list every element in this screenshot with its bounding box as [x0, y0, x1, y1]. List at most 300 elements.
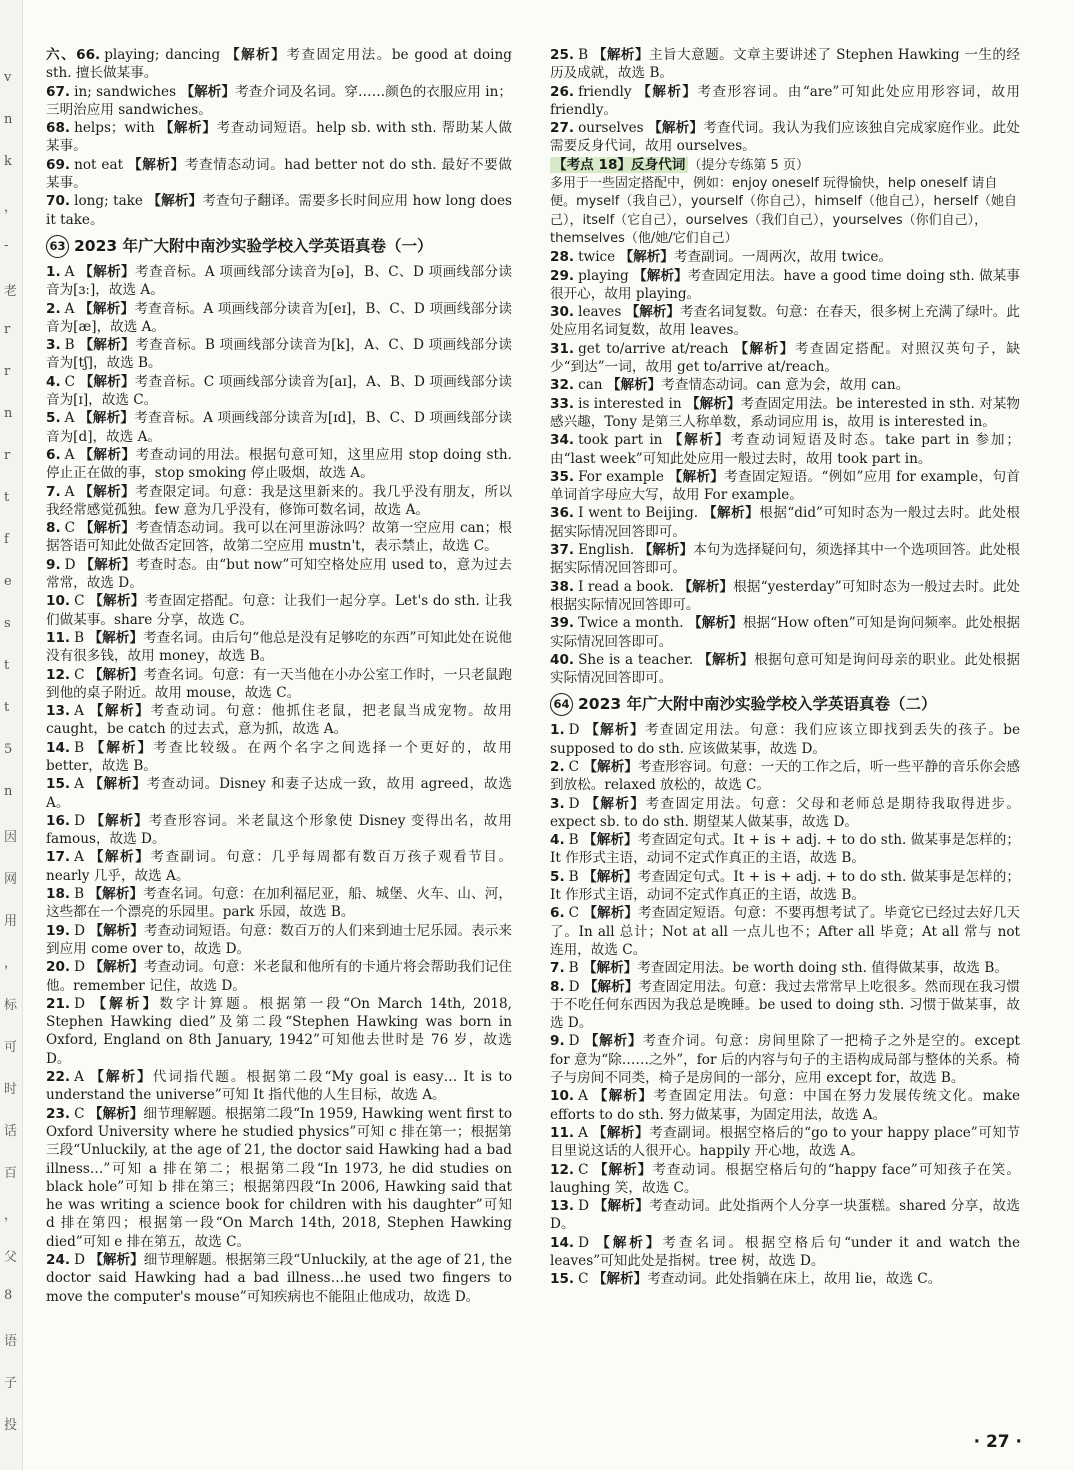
item-number: 14. [550, 1234, 575, 1251]
answer-item [46, 263, 512, 300]
item-analysis-tag: 【解析】 [79, 337, 136, 354]
item-answer: can [578, 377, 603, 394]
item-analysis-text: 考查副词。根据空格后的“go to your happy place”可知节目里说这话的人很开心。happily 开心地，故选 A。 [550, 1124, 1020, 1160]
answer-item [550, 959, 1020, 977]
answer-item [550, 376, 1020, 394]
item-analysis-tag: 【解析】 [88, 1105, 144, 1122]
section-heading-63 [46, 235, 512, 258]
answer-item [46, 702, 512, 739]
item-answer: C [64, 373, 76, 390]
section-title: 2023 年广大附中南沙实验学校入学英语真卷（一） [74, 236, 433, 255]
answer-item [46, 409, 512, 446]
item-analysis-text: 根据“did”可知时态为一般过去时。此处根据实际情况回答即可。 [550, 505, 1020, 540]
item-analysis-text: 考查动词。此处指两个人分享一块蛋糕。shared 分享，故选 D。 [550, 1198, 1021, 1233]
margin-char: - [4, 238, 9, 253]
answer-item [46, 192, 512, 229]
item-analysis-text: 考查音标。A 项画线部分读音为[eɪ]，B、C、D 项画线部分读音为[æ]，故选 A。 [46, 300, 513, 335]
item-analysis-text: 考查介词及名词。穿……颜色的衣服应用 in；三明治应用 sandwiches。 [46, 83, 512, 118]
answer-item [550, 1161, 1020, 1198]
margin-char: 老 [4, 284, 18, 299]
answer-item [46, 119, 512, 156]
margin-char: 话 [4, 1124, 18, 1139]
item-analysis-tag: 【解析】 [89, 776, 147, 793]
item-analysis-tag: 【解析】 [90, 812, 149, 829]
item-analysis-text: 考查固定句式。It + is + adj. + to do sth. 做某事是怎样的；It 作形式主语，动词不定式作真正的主语，故选 B。 [550, 868, 1021, 904]
item-number: 2. [46, 300, 61, 317]
answer-item [46, 629, 512, 666]
answer-item [550, 119, 1020, 156]
item-number: 4. [550, 832, 565, 849]
item-number: 12. [46, 666, 71, 683]
item-analysis-text: 考查形容词。米老鼠这个形象使 Disney 变得出名，故用 famous，故选 D。 [46, 812, 513, 848]
margin-char: 语 [4, 1334, 18, 1349]
answer-item [550, 1234, 1020, 1271]
item-analysis-text: 考查固定短语。“例如”应用 for example，句首单词首字母应大写，故用 For example。 [550, 468, 1021, 504]
item-number: 3. [46, 337, 61, 354]
item-analysis-text: 考查固定用法。be interested in sth. 对某物感兴趣，Tony 是第三人称单数，系动词应用 is，故用 is interested in。 [550, 395, 1020, 430]
item-analysis-tag: 【解析】 [593, 1161, 653, 1178]
item-answer: A [64, 300, 75, 317]
item-analysis-tag: 【解析】 [702, 505, 760, 522]
item-answer: D [64, 556, 76, 573]
item-answer: A [64, 446, 75, 463]
item-answer: took part in [578, 432, 663, 449]
item-number: 39. [550, 615, 575, 632]
item-analysis-text: 考查代词。我认为我们应该独自完成家庭作业。此处需要反身代词，故用 ourselves。 [550, 120, 1021, 155]
answer-item [550, 1197, 1020, 1234]
item-analysis-text: 考查动词。句意：米老鼠和他所有的卡通片将会帮助我们记住他。remember 记住，故选 D。 [46, 959, 513, 994]
item-number: 6. [46, 446, 61, 463]
item-analysis-tag: 【解析】 [180, 83, 236, 100]
answer-item [550, 541, 1020, 578]
answer-item [550, 46, 1020, 83]
answer-item [46, 885, 512, 922]
item-answer: D [568, 795, 580, 812]
item-analysis-tag: 【解析】 [78, 410, 135, 427]
item-analysis-tag: 【解析】 [593, 1088, 654, 1105]
item-answer: C [568, 905, 580, 922]
margin-char: 标 [4, 998, 18, 1013]
margin-char: e [4, 574, 12, 589]
item-analysis-tag: 【解析】 [89, 703, 151, 720]
section-number-badge: 63 [46, 235, 69, 258]
margin-char: ， [4, 200, 18, 215]
item-analysis-text: 考查副词。一周两次，故用 twice。 [673, 249, 893, 266]
item-number: 1. [46, 263, 61, 280]
right-answer-list-a [550, 46, 1020, 156]
answer-item [550, 578, 1020, 615]
margin-char: 投 [4, 1418, 18, 1433]
answer-item [46, 336, 512, 373]
answer-item [46, 592, 512, 629]
item-answer: A [74, 776, 84, 793]
item-analysis-tag: 【解析】 [734, 340, 795, 357]
answer-item [46, 995, 512, 1068]
item-answer: D [74, 959, 85, 976]
item-analysis-tag: 【解析】 [79, 483, 136, 500]
item-answer: D [578, 1234, 589, 1251]
item-answer: long; take [74, 193, 143, 210]
item-number: 32. [550, 377, 575, 394]
item-analysis-tag: 【解析】 [89, 593, 145, 610]
item-analysis-tag: 【解析】 [79, 263, 135, 280]
item-number: 68. [46, 120, 71, 137]
item-analysis-text: 根据“How often”可知是询问频率。此处根据实际情况回答即可。 [550, 615, 1021, 650]
item-analysis-tag: 【解析】 [592, 47, 649, 63]
item-analysis-text: 考查动词短语。help sb. with sth. 帮助某人做某事。 [46, 120, 512, 155]
kaodian-box [550, 156, 1020, 248]
answer-item [46, 1068, 512, 1105]
item-number: 38. [550, 578, 575, 595]
item-answer: D [74, 812, 85, 829]
item-number: 15. [550, 1271, 575, 1288]
item-analysis-tag: 【解析】 [79, 520, 136, 537]
item-analysis-tag: 【解析】 [592, 1124, 650, 1141]
item-analysis-text: 细节理解题。根据第三段“Unluckily, at the age of 21, the doctor said Hawking had a bad illness…he used two fingers to move the computer's mouse”可知疾病也不能阻止他成功，故选 D。 [46, 1252, 512, 1305]
answer-item [46, 373, 512, 410]
item-answer: in; sandwiches [74, 83, 177, 100]
item-answer: Twice a month. [578, 615, 684, 632]
item-answer: twice [578, 249, 616, 266]
item-analysis-tag: 【解析】 [633, 267, 688, 284]
item-analysis-tag: 【解析】 [147, 193, 203, 210]
item-analysis-tag: 【解析】 [619, 249, 674, 266]
item-number: 27. [550, 120, 575, 137]
section-number-badge: 64 [550, 693, 573, 716]
item-analysis-tag: 【解析】 [697, 651, 755, 668]
item-answer: is interested in [578, 395, 682, 412]
item-analysis-text: 考查固定用法。句意：我们应该立即找到丢失的孩子。be supposed to do sth. 应该做某事，故选 D。 [550, 722, 1021, 757]
item-number: 5. [46, 410, 61, 427]
item-answer: D [568, 1033, 580, 1050]
item-analysis-tag: 【解析】 [583, 832, 638, 849]
section-heading-64 [550, 693, 1020, 716]
item-analysis-tag: 【解析】 [89, 922, 144, 939]
answer-item [550, 978, 1020, 1033]
item-analysis-text: 考查音标。A 项画线部分读音为[ə]，B、C、D 项画线部分读音为[ɜː]，故选 A。 [46, 263, 513, 299]
item-analysis-text: 考查比较级。在两个名字之间选择一个更好的，故用 better，故选 B。 [46, 739, 513, 774]
item-answer: A [64, 410, 75, 427]
item-analysis-text: 考查时态。由“but now”可知空格处应用 used to，意为过去常常，故选 D。 [46, 556, 512, 592]
item-analysis-text: 考查固定用法。have a good time doing sth. 做某事很开心，故用 playing。 [550, 267, 1021, 302]
margin-char: 父 [4, 1250, 18, 1265]
item-number: 19. [46, 922, 71, 939]
item-number: 3. [550, 795, 565, 812]
item-number: 24. [46, 1252, 71, 1268]
margin-char: ， [4, 1208, 18, 1223]
right-column [550, 46, 1020, 1289]
margin-char: 可 [4, 1040, 18, 1055]
item-analysis-text: 主旨大意题。文章主要讲述了 Stephen Hawking 一生的经历及成就，故选 B。 [550, 47, 1021, 82]
item-analysis-tag: 【解析】 [89, 849, 151, 866]
item-number: 14. [46, 739, 71, 756]
answer-item [550, 468, 1020, 505]
item-answer: B [64, 337, 75, 354]
item-answer: A [578, 1124, 588, 1141]
item-answer: D [74, 1252, 85, 1268]
item-answer: I went to Beijing. [578, 505, 699, 522]
answer-item [550, 340, 1020, 377]
item-answer: B [568, 868, 579, 885]
page-number: · 27 · [973, 1432, 1022, 1452]
item-number: 7. [550, 960, 565, 977]
item-number: 2. [550, 758, 565, 775]
item-answer: D [74, 995, 85, 1012]
item-analysis-tag: 【解析】 [226, 47, 287, 63]
item-analysis-text: 考查动词。此处指躺在床上，故用 lie，故选 C。 [647, 1271, 942, 1288]
answer-item [550, 904, 1020, 959]
item-number: 10. [550, 1088, 575, 1105]
item-number: 34. [550, 432, 575, 449]
item-analysis-tag: 【解析】 [585, 722, 645, 739]
item-analysis-text: 考查音标。B 项画线部分读音为[k]，A、C、D 项画线部分读音为[tʃ]，故选 B。 [46, 337, 513, 372]
item-analysis-tag: 【解析】 [668, 432, 731, 449]
answer-item [550, 651, 1020, 688]
margin-char: s [4, 616, 11, 631]
item-analysis-tag: 【解析】 [668, 468, 725, 485]
answer-item [550, 1087, 1020, 1124]
item-analysis-text: 考查固定搭配。句意：让我们一起分享。Let's do sth. 让我们做某事。share 分享，故选 C。 [46, 593, 512, 628]
item-number: 16. [46, 812, 71, 829]
answer-item [550, 248, 1020, 266]
item-answer: A [64, 263, 75, 280]
item-number: 7. [46, 483, 61, 500]
item-answer: B [568, 960, 579, 977]
item-analysis-tag: 【解析】 [88, 666, 144, 683]
item-number: 21. [46, 995, 71, 1012]
item-analysis-tag: 【解析】 [582, 960, 638, 977]
answer-item [46, 519, 512, 556]
item-analysis-tag: 【解析】 [648, 120, 704, 137]
margin-char: 百 [4, 1166, 18, 1181]
item-number: 5. [550, 868, 565, 885]
item-analysis-tag: 【解析】 [592, 1271, 648, 1288]
item-analysis-text: 考查动词。句意：他抓住老鼠，把老鼠当成宠物。故用 caught，be catch 的过去式，意为抓，故选 A。 [46, 703, 513, 738]
margin-char: 网 [4, 872, 18, 887]
item-answer: D [578, 1198, 589, 1215]
item-analysis-text: 考查动词短语及时态。take part in 参加；由“last week”可知此处应用一般过去时，故用 took part in。 [550, 432, 1020, 467]
item-analysis-text: 考查固定用法。be good at doing sth. 擅长做某事。 [46, 47, 512, 82]
kaodian-body: 多用于一些固定搭配中，例如：enjoy oneself 玩得愉快，help oneself 请自便。myself（我自己），yourself（你自己），himself（他自己），herself（她自己），itself（它自己），ourselves（我们自己），yourselves（你们自己），themselves（他/她/它们自己） [550, 176, 1018, 246]
answer-item [550, 303, 1020, 340]
answer-item [550, 1032, 1020, 1087]
answer-item [550, 614, 1020, 651]
answer-item [46, 812, 512, 849]
item-number: 67. [46, 83, 71, 100]
item-answer: B [568, 832, 579, 849]
item-number: 31. [550, 340, 575, 357]
item-number: 35. [550, 468, 575, 485]
item-answer: B [74, 886, 85, 903]
item-number: 18. [46, 886, 71, 903]
answer-item [46, 1251, 512, 1306]
item-analysis-text: 考查名词。句意：在加利福尼亚，船、城堡、火车、山、河，这些都在一个漂亮的乐园里。park 乐园，故选 B。 [46, 886, 513, 921]
item-number: 11. [550, 1124, 575, 1141]
item-answer: ourselves [578, 120, 644, 137]
item-analysis-text: 根据句意可知是询问母亲的职业。此处根据实际情况回答即可。 [550, 651, 1021, 687]
answer-item [46, 848, 512, 885]
margin-char: r [4, 448, 11, 463]
item-analysis-text: 考查固定搭配。对照汉英句子，缺少“到达”一词，故用 get to/arrive at/reach。 [550, 340, 1020, 376]
item-answer: C [74, 593, 85, 610]
item-analysis-text: 细节理解题。根据第二段“In 1959, Hawking went first to Oxford University where he studied physics”可知 c 排在第一；根据第三段“Unluckily, at the age of 21, the doctor said Hawking had a bad illness…”可知 a 排在第二；根据第二段“In 1973, he did studies on black hole”可知 b 排在第三；根据第四段“In 2006, Hawking said that he was writing a science book for children with his daughter”可知 d 排在第四；根据第一段“On March 14th, 2018, Stephen Hawking died”可知 e 排在第五，故选 C。 [46, 1105, 513, 1250]
item-answer: A [74, 849, 84, 866]
item-analysis-text: 考查动词。Disney 和妻子达成一致，故用 agreed，故选 A。 [46, 776, 512, 811]
item-number: 37. [550, 542, 575, 559]
item-analysis-text: 考查动词短语。句意：数百万的人们来到迪士尼乐园。表示来到应用 come over to，故选 D。 [46, 922, 513, 957]
item-answer: leaves [578, 304, 622, 321]
answer-item [550, 83, 1020, 120]
answer-item [550, 504, 1020, 541]
item-answer: C [568, 758, 580, 775]
answer-item [46, 483, 512, 520]
left-column [46, 46, 512, 1306]
item-answer: B [74, 739, 85, 756]
item-number: 20. [46, 959, 71, 976]
section-title: 2023 年广大附中南沙实验学校入学英语真卷（二） [578, 695, 937, 714]
answer-item [46, 958, 512, 995]
margin-char: ， [4, 956, 18, 971]
item-analysis-text: 考查固定用法。句意：父母和老师总是期待我取得进步。expect sb. to do sth. 期望某人做某事，故选 D。 [550, 795, 1021, 830]
answer-item [46, 556, 512, 593]
answer-item [46, 922, 512, 959]
item-analysis-tag: 【解析】 [688, 615, 743, 632]
item-analysis-text: 考查动词的用法。根据句意可知，这里应用 stop doing sth. 停止正在做的事，stop smoking 停止吸烟，故选 A。 [46, 446, 512, 482]
item-analysis-tag: 【解析】 [596, 1234, 663, 1251]
item-answer: D [568, 978, 580, 995]
answer-item [550, 795, 1020, 832]
item-analysis-tag: 【解析】 [90, 1069, 153, 1086]
item-analysis-tag: 【解析】 [583, 758, 638, 775]
item-analysis-tag: 【解析】 [593, 1198, 650, 1215]
answer-item [46, 83, 512, 120]
item-answer: B [74, 629, 85, 646]
item-analysis-text: 考查介词。句意：房间里除了一把椅子之外是空的。except for 意为“除……之外”，for 后的内容与句子的主语构成局部与整体的关系。椅子与房间不同类，椅子是房间的一部分，应用 except for，故选 B。 [550, 1033, 1020, 1087]
item-analysis-text: 考查名词。句意：有一天当他在小办公室工作时，一只老鼠跑到他的桌子附近。故用 mouse，故选 C。 [46, 666, 513, 701]
item-number: 8. [46, 520, 61, 537]
item-analysis-text: 考查名词复数。句意：在春天，很多树上充满了绿叶。此处应用名词复数，故用 leaves。 [550, 304, 1021, 339]
margin-char: 用 [4, 914, 18, 929]
margin-char: 子 [4, 1376, 18, 1391]
item-analysis-text: 数字计算题。根据第一段“On March 14th, 2018, Stephen Hawking died”及第二段“Stephen Hawking was born in Oxford, England on 8th January, 1942”可知他去世时是 76 岁，故选 D。 [46, 995, 512, 1067]
item-answer: D [74, 922, 85, 939]
item-number: 9. [46, 556, 61, 573]
item-analysis-tag: 【解析】 [625, 304, 681, 321]
item-number: 六、66. [46, 47, 101, 63]
item-answer: For example [578, 468, 664, 485]
margin-char: t [4, 658, 10, 673]
margin-char: 因 [4, 830, 18, 845]
item-answer: I read a book. [578, 578, 674, 595]
item-number: 25. [550, 47, 575, 63]
item-analysis-tag: 【解析】 [159, 120, 217, 137]
answer-item [46, 46, 512, 83]
item-analysis-tag: 【解析】 [88, 629, 144, 646]
answer-item [46, 446, 512, 483]
answer-item [46, 739, 512, 776]
item-number: 70. [46, 193, 71, 210]
item-analysis-tag: 【解析】 [585, 795, 646, 812]
item-number: 15. [46, 776, 71, 793]
margin-char: t [4, 490, 10, 505]
item-analysis-tag: 【解析】 [92, 995, 160, 1012]
left-answer-list [46, 263, 512, 1306]
item-analysis-tag: 【解析】 [583, 905, 638, 922]
item-analysis-tag: 【解析】 [89, 1252, 144, 1268]
margin-char: f [4, 532, 9, 547]
item-answer: get to/arrive at/reach [578, 340, 729, 357]
item-answer: A [74, 703, 84, 720]
item-number: 22. [46, 1069, 71, 1086]
margin-char: 8 [4, 1288, 13, 1303]
answer-item [550, 395, 1020, 432]
answer-item [46, 300, 512, 337]
item-analysis-text: 考查名词。根据空格后句“under it and watch the leaves”可知此处是指树。tree 树，故选 D。 [550, 1234, 1020, 1269]
item-answer: A [74, 1069, 84, 1086]
margin-char: t [4, 700, 10, 715]
item-analysis-tag: 【解析】 [584, 1033, 643, 1050]
item-analysis-text: 考查固定用法。be worth doing sth. 值得做某事，故选 B。 [637, 960, 1008, 977]
item-number: 26. [550, 83, 575, 100]
item-analysis-text: 考查动词。根据空格后句的“happy face”可知孩子在笑。laughing 笑，故选 C。 [550, 1161, 1020, 1196]
item-answer: English. [578, 542, 635, 559]
item-number: 10. [46, 593, 71, 610]
answer-item [550, 831, 1020, 868]
item-number: 33. [550, 395, 575, 412]
item-number: 30. [550, 304, 575, 321]
item-analysis-text: 考查固定用法。句意：我过去常常早上吃很多。然而现在我习惯于不吃任何东西因为我总是晚睡。be used to doing sth. 习惯于做某事，故选 D。 [550, 978, 1021, 1032]
item-analysis-tag: 【解析】 [79, 373, 135, 390]
margin-char: 5 [4, 742, 13, 757]
item-analysis-tag: 【解析】 [79, 300, 135, 317]
answer-item [46, 156, 512, 193]
item-analysis-tag: 【解析】 [80, 556, 136, 573]
item-number: 13. [550, 1198, 575, 1215]
item-answer: helps；with [74, 120, 155, 137]
margin-char: r [4, 322, 11, 337]
item-number: 69. [46, 156, 71, 173]
answer-item [550, 868, 1020, 905]
item-analysis-text: 考查音标。A 项画线部分读音为[ɪd]，B、C、D 项画线部分读音为[d]，故选 A。 [46, 410, 512, 445]
item-analysis-text: 考查句子翻译。需要多长时间应用 how long does it take。 [46, 193, 512, 228]
item-analysis-text: 考查形容词。由“are”可知此处应用形容词，故用 friendly。 [550, 83, 1020, 118]
item-analysis-text: 考查情态动词。had better not do sth. 最好不要做某事。 [46, 156, 512, 192]
answer-item [550, 721, 1020, 758]
item-number: 13. [46, 703, 71, 720]
item-analysis-tag: 【解析】 [79, 446, 136, 463]
answer-item [550, 1270, 1020, 1288]
margin-char: v [4, 70, 12, 85]
margin-char: n [4, 784, 13, 799]
item-analysis-tag: 【解析】 [638, 542, 694, 559]
margin-char: n [4, 406, 13, 421]
answer-item [550, 431, 1020, 468]
item-answer: C [578, 1271, 589, 1288]
right-answer-list-c [550, 721, 1020, 1288]
item-analysis-tag: 【解析】 [88, 886, 144, 903]
margin-char: n [4, 112, 13, 127]
margin-char: k [4, 154, 12, 169]
item-analysis-tag: 【解析】 [583, 868, 638, 885]
left-intro-list [46, 46, 512, 229]
item-analysis-text: 考查名词。由后句“他总是没有足够吃的东西”可知此处在说他没有很多钱，故用 money，故选 B。 [46, 629, 512, 665]
item-analysis-text: 考查固定用法。句意：中国在努力发展传统文化。make efforts to do sth. 努力做某事，为固定用法，故选 A。 [550, 1088, 1021, 1123]
answer-item [46, 775, 512, 812]
right-answer-list-b [550, 248, 1020, 687]
item-analysis-tag: 【解析】 [89, 959, 144, 976]
item-answer: C [578, 1161, 589, 1178]
answer-item [550, 267, 1020, 304]
